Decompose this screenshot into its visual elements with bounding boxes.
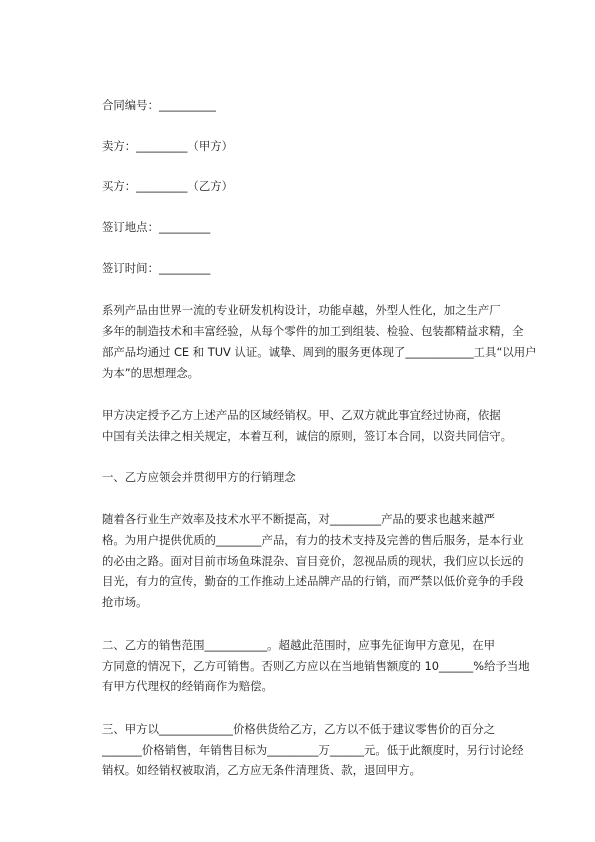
sales-scope-paragraph: [102, 635, 530, 697]
contract-number-field: 合同编号：__________: [102, 98, 216, 112]
signing-location-field: 签订地点：_________: [102, 220, 211, 235]
paragraph-line: 甲方决定授予乙方上述产品的区域经销权。甲、乙双方就此事宜经过协商，依据: [102, 408, 501, 423]
paragraph-line: 三、甲方以_____________价格供货给乙方，乙方以不低于建议零售价的百分之: [102, 721, 495, 736]
marketing-philosophy-paragraph: [102, 509, 527, 613]
paragraph-line: 的必由之路。面对目前市场鱼珠混杂、盲目竞价，忽视品质的现状，我们应以长远的: [102, 553, 524, 568]
paragraph-line: 二、乙方的销售范围___________。超越此范围时，应事先征询甲方意见，在甲: [102, 637, 495, 652]
paragraph-line: 方同意的情况下，乙方可销售。否则乙方应以在当地销售额度的 10______%给予当地: [102, 658, 530, 673]
paragraph-line: 有甲方代理权的经销商作为赔偿。: [102, 679, 273, 694]
paragraph-line: 多年的制造技术和丰富经验，从每个零件的加工到组装、检验、包装都精益求精，全: [102, 324, 524, 339]
paragraph-line: 中国有关法律之相关规定，本着互利，诚信的原则，签订本合同，以资共同信守。: [102, 428, 513, 443]
pricing-paragraph: [102, 719, 527, 781]
section-heading-line: 一、乙方应领会并贯彻甲方的行销理念: [102, 469, 296, 484]
paragraph-line: 部产品均通过 CE 和 TUV 认证。诚挚、周到的服务更体现了____________工具“以用户: [102, 344, 537, 359]
paragraph-line: 销权。如经销权被取消，乙方应无条件清理货、款，退回甲方。: [102, 763, 421, 778]
paragraph-line: _______价格销售，年销售目标为_________万______元。低于此额度时，另行讨论经: [102, 742, 524, 757]
paragraph-line: 系列产品由世界一流的专业研发机构设计，功能卓越，外型人性化，加之生产厂: [102, 303, 501, 318]
section-one-heading: [102, 467, 527, 488]
buyer-field: 买方：_________（乙方）: [102, 179, 233, 194]
paragraph-line: 随着各行业生产效率及技术水平不断提高，对_________产品的要求也越来越严: [102, 512, 495, 527]
signing-time-field: 签订时间：_________: [102, 260, 211, 275]
paragraph-line: 为本”的思想理念。: [102, 365, 200, 380]
paragraph-line: 抢市场。: [102, 595, 148, 610]
contract-content: [102, 95, 537, 781]
authorization-paragraph: [102, 405, 527, 446]
paragraph-line: 目光，有力的宣传，勤奋的工作推动上述品牌产品的行销，而严禁以低价竞争的手段: [102, 574, 524, 589]
seller-field: 卖方：_________（甲方）: [102, 138, 233, 153]
product-intro-paragraph: [102, 300, 537, 383]
paragraph-line: 格。为用户提供优质的________产品，有力的技术支持及完善的售后服务，是本行业: [102, 533, 524, 548]
